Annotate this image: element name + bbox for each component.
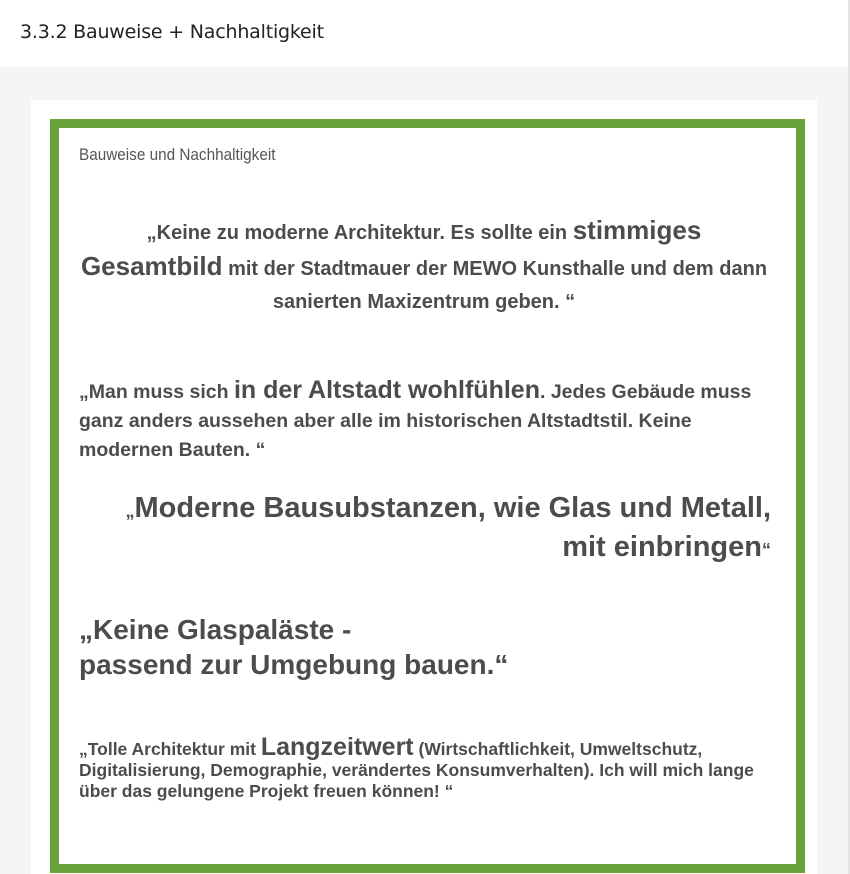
quote-4-line2: passend zur Umgebung bauen.“: [79, 649, 509, 680]
quote-4-line1: „Keine Glaspaläste -: [79, 614, 352, 645]
quote-1-emphasis: stimmiges Gesamtbild: [80, 215, 702, 281]
slide-heading: Bauweise und Nachhaltigkeit: [79, 145, 276, 164]
quote-3-close: “: [762, 540, 771, 560]
quote-5: [79, 733, 779, 802]
quote-5-part2: (Wirtschaftlichkeit, Umweltschutz, Digitalisierung, Demographie, verändertes Konsumverhalten). Ich will mich lange über das gelungene Projekt freuen können! “: [79, 739, 754, 801]
page-header: [0, 0, 850, 67]
quote-5-emphasis: Langzeitwert: [260, 733, 414, 761]
quote-4: [79, 612, 779, 682]
quote-3: [79, 490, 771, 568]
quote-5-part1: „Tolle Architektur mit: [79, 739, 261, 759]
page-title: 3.3.2 Bauweise + Nachhaltigkeit: [20, 21, 324, 43]
quote-2-part1: „Man muss sich: [79, 381, 234, 403]
quote-3-open: „: [125, 501, 135, 521]
quote-2-part2: . Jedes Gebäude muss ganz anders aussehen aber alle im historischen Altstadtstil. Keine modernen Bauten. “: [79, 381, 752, 461]
quote-2: [79, 376, 779, 465]
quote-2-emphasis: in der Altstadt wohlfühlen: [233, 376, 540, 404]
quote-1-part1: „Keine zu moderne Architektur. Es sollte ein: [146, 222, 573, 244]
quote-1: [79, 214, 769, 319]
quote-1-part2: mit der Stadtmauer der MEWO Kunsthalle und dem dann sanierten Maxizentrum geben. “: [222, 258, 768, 313]
quote-3-text: Moderne Bausubstanzen, wie Glas und Metall, mit einbringen: [134, 492, 771, 563]
